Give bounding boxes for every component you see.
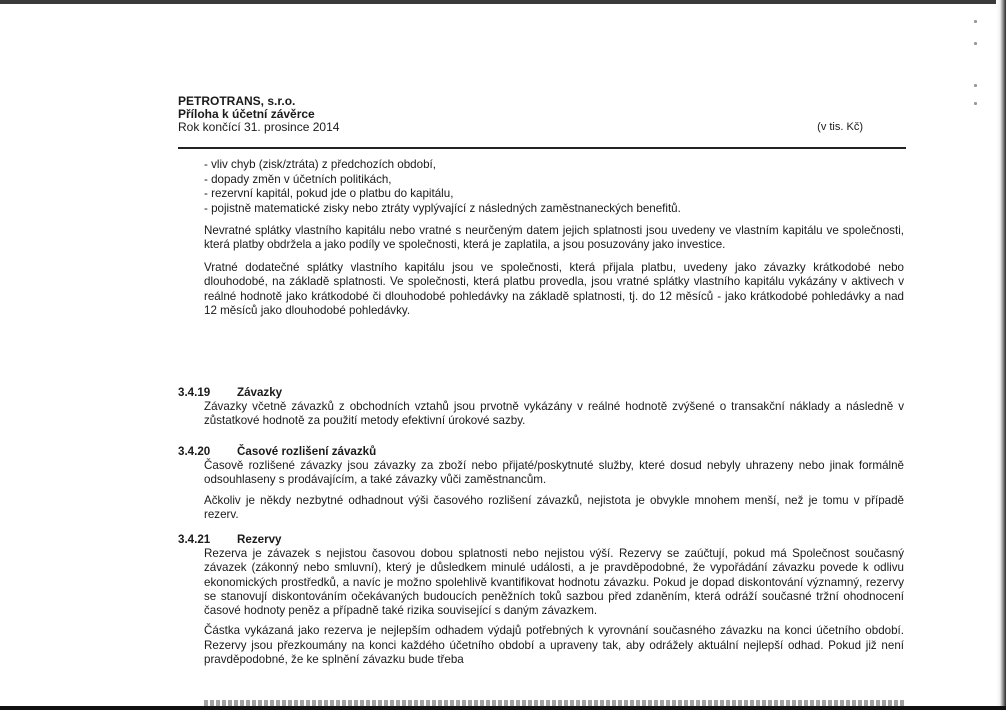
intro-content — [204, 158, 904, 326]
paragraph: Rezerva je závazek s nejistou časovou dobou splatnosti nebo nejistou výší. Rezervy se zaúčtují, pokud má Společnost současný závazek (zákonný nebo smluvní), který je důsledkem minulé události, a je pravděpodobné, že vypořádání závazku povede k odlivu ekonomických prostředků, a navíc je možno spolehlivě kvantifikovat hodnotu závazku. Pokud je dopad diskontování významný, rezervy se stanovují diskontováním očekávaných budoucích peněžních toků sazbou před zdaněním, která odráží současné tržní ohodnocení časové hodnoty peněz a případně také rizika související s daným závazkem. — [204, 547, 904, 618]
section-heading — [178, 386, 904, 400]
paragraph: Částka vykázaná jako rezerva je nejlepším odhadem výdajů potřebných k vyrovnání současného závazku na konci účetního období. Rezervy jsou přezkoumány na konci každého účetního období a upraveny tak, aby odrážely aktuální nejlepší odhad. Pokud již není pravděpodobné, že ke splnění závazku bude třeba — [204, 624, 904, 667]
list-item: - rezervní kapitál, pokud jde o platbu do kapitálu, — [204, 187, 454, 200]
scan-speck — [974, 84, 977, 87]
header-rule — [178, 147, 906, 149]
fiscal-year-line — [178, 121, 903, 134]
list-item: - vliv chyb (zisk/ztráta) z předchozích období, — [204, 158, 436, 171]
company-name: PETROTRANS, s.r.o. — [178, 94, 296, 108]
scan-bottom-edge — [0, 706, 1006, 710]
scan-speck — [974, 42, 977, 45]
section-3-4-20 — [178, 445, 904, 528]
scan-top-edge — [0, 0, 1006, 4]
bullet-list — [204, 158, 904, 216]
scan-speck — [974, 102, 977, 105]
unit-note: (v tis. Kč) — [817, 121, 863, 133]
section-3-4-19 — [178, 386, 904, 435]
page-header — [178, 95, 903, 134]
fiscal-year: Rok končící 31. prosince 2014 — [178, 120, 340, 134]
document-title: Příloha k účetní závěrce — [178, 107, 315, 121]
section-number: 3.4.19 — [178, 386, 211, 399]
section-title: Rezervy — [237, 533, 282, 546]
list-item: - dopady změn v účetních politikách, — [204, 172, 392, 186]
section-3-4-21 — [178, 533, 904, 673]
section-title: Závazky — [237, 386, 283, 399]
section-heading — [178, 445, 904, 459]
section-heading — [178, 533, 904, 547]
list-item: - pojistně matematické zisky nebo ztráty vyplývající z následných zaměstnaneckých benefitů. — [204, 201, 681, 215]
paragraph: Nevratné splátky vlastního kapitálu nebo vratné s neurčeným datem jejich splatnosti jsou uvedeny ve vlastním kapitálu ve společnosti, která platby obdržela a jako podíly ve společnosti, která je zaplatila, a jsou posuzovány jako investice. — [204, 224, 904, 252]
paragraph: Ačkoliv je někdy nezbytné odhadnout výši časového rozlišení závazků, nejistota je obvykle mnohem menší, než je tomu v případě rezerv. — [204, 493, 904, 521]
section-number: 3.4.21 — [178, 533, 211, 546]
scan-right-edge — [996, 0, 1006, 710]
section-title: Časové rozlišení závazků — [237, 445, 377, 458]
cut-off-text-line — [204, 700, 904, 706]
paragraph: Vratné dodatečné splátky vlastního kapitálu jsou ve společnosti, která přijala platbu, uvedeny jako závazky krátkodobé nebo dlouhodobé, na základě splatnosti. Ve společnosti, která platbu provedla, jsou vratné splátky vlastního kapitálu vykázány v aktivech v reálné hodnotě jako krátkodobé či dlouhodobé pohledávky na základě splatnosti, tj. do 12 měsíců - jako krátkodobé pohledávky a nad 12 měsíců jako dlouhodobé pohledávky. — [204, 260, 904, 318]
paragraph: Závazky včetně závazků z obchodních vztahů jsou prvotně vykázány v reálné hodnotě zvýšené o transakční náklady a následně v zůstatkové hodnotě za použití metody efektivní úrokové sazby. — [204, 400, 904, 428]
section-body — [204, 547, 904, 667]
scan-speck — [974, 20, 977, 23]
section-body — [204, 459, 904, 522]
section-body — [204, 400, 904, 429]
paragraph: Časově rozlišené závazky jsou závazky za zboží nebo přijaté/poskytnuté služby, které dosud nebyly uhrazeny nebo jinak formálně odsouhlaseny s prodávajícím, a také závazky vůči zaměstnancům. — [204, 459, 904, 487]
section-number: 3.4.20 — [178, 445, 211, 458]
